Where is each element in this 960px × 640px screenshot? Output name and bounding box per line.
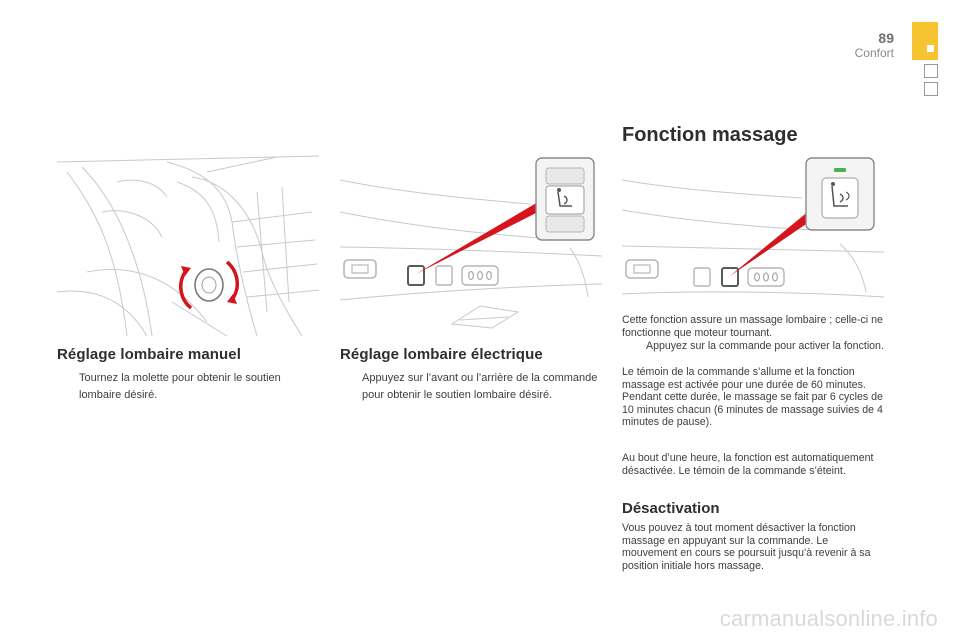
page-number: 89 [878, 30, 894, 46]
electric-lumbar-heading: Réglage lombaire électrique [340, 346, 543, 363]
chapter-tab-box [924, 64, 938, 78]
massage-description: Le témoin de la commande s’allume et la fonction massage est activée pour une durée de 60 minutes. Pendant cette durée, le massage se fait par 6 cycles de 10 minutes chacun (6 minutes de massage suivies de 4 minutes de pause). [622, 366, 883, 429]
tab-dot [927, 45, 934, 52]
massage-end-description: Au bout d’une heure, la fonction est automatiquement désactivée. Le témoin de la commande s’éteint. [622, 452, 874, 477]
electric-lumbar-text: Appuyez sur l’avant ou l’arrière de la commande pour obtenir le soutien lombaire désiré. [362, 372, 598, 401]
site-watermark: carmanualsonline.info [719, 606, 938, 631]
massage-heading: Fonction massage [622, 124, 798, 146]
massage-control-illustration [622, 152, 884, 307]
massage-instruction-text: Appuyez sur la commande pour activer la fonction. [646, 340, 884, 352]
manual-lumbar-text: Tournez la molette pour obtenir le soutien lombaire désiré. [79, 372, 281, 401]
deactivation-text: Vous pouvez à tout moment désactiver la fonction massage en appuyant sur la commande. Le mouvement en cours se poursuit jusqu’à revenir à sa position initiale hors massage. [622, 522, 871, 572]
manual-lumbar-illustration [57, 152, 319, 336]
massage-instruction [622, 340, 884, 353]
section-label: Confort [854, 46, 894, 60]
electric-lumbar-illustration [340, 152, 602, 336]
massage-intro: Cette fonction assure un massage lombaire ; celle-ci ne fonctionne que moteur tournant. [622, 314, 883, 339]
chapter-tab-box [924, 82, 938, 96]
manual-lumbar-instruction [57, 370, 319, 404]
electric-lumbar-instruction [340, 370, 604, 404]
deactivation-heading: Désactivation [622, 500, 720, 517]
chapter-tab-marker [912, 22, 938, 60]
manual-lumbar-heading: Réglage lombaire manuel [57, 346, 242, 363]
